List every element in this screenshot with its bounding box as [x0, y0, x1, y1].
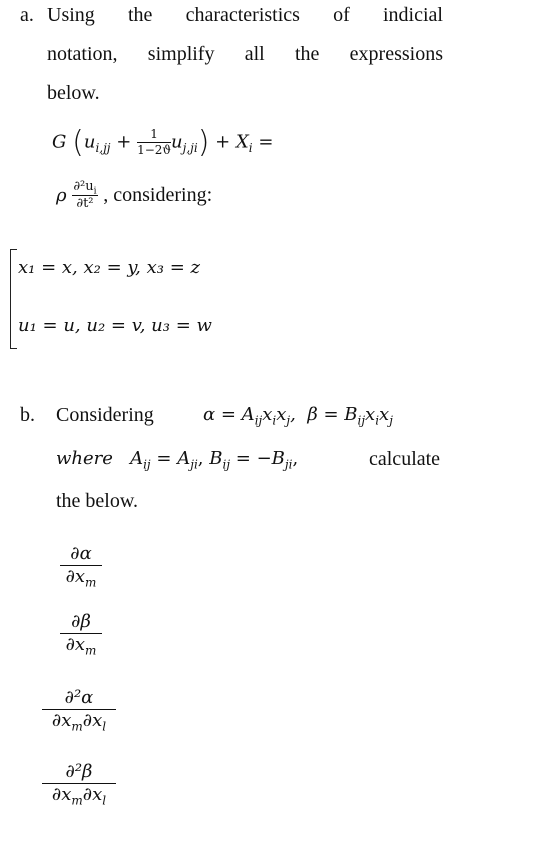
d1-den [60, 565, 102, 590]
d4-den-sub2: l [102, 793, 107, 808]
d2-num: ∂β [60, 612, 102, 634]
frac-num: 1 [137, 128, 171, 143]
rho: ρ [56, 184, 67, 206]
derivative-1 [60, 543, 102, 590]
second-derivative [72, 180, 97, 212]
considering-text: , considering: [103, 183, 213, 206]
d1-num: ∂α [60, 544, 102, 566]
close-paren: ) [197, 125, 210, 160]
alpha-def: α = A [203, 404, 255, 425]
eq-X: X [235, 131, 249, 153]
eq-u: u [83, 131, 96, 153]
cond-eq2: = − [235, 448, 272, 469]
part-b-label: b. [20, 404, 35, 426]
d3-den [42, 709, 116, 734]
eq-plus2: + [215, 131, 231, 153]
d3-den-sub2: l [102, 719, 107, 734]
alpha-sub: ij [254, 413, 263, 428]
system-line-1: x₁ = x, x₂ = y, x₃ = z [18, 257, 200, 278]
d2-den-text: ∂x [65, 633, 86, 655]
x-sub-i: i [272, 413, 277, 428]
alpha-x: x [262, 404, 273, 425]
frac-d2 [60, 611, 102, 658]
word: all [244, 43, 265, 65]
dd-num-sub: i [93, 186, 97, 197]
frac-d3 [42, 687, 116, 734]
derivative-4 [42, 761, 116, 808]
d4-den-mid: ∂x [82, 783, 103, 805]
word: the [127, 4, 153, 26]
cond-A: A [130, 448, 144, 469]
dd-num-text: ∂²u [73, 179, 94, 194]
cond-B2: B [271, 448, 285, 469]
d2-den [60, 633, 102, 658]
word: notation, [47, 43, 118, 65]
cond-A2: A [177, 448, 191, 469]
cond-sub2: ji [190, 457, 198, 472]
d4-den-sub1: m [71, 793, 83, 808]
equation-rhs [56, 180, 212, 212]
word: expressions [349, 43, 443, 65]
eq-fraction [137, 128, 171, 157]
eq-plus: + [116, 131, 132, 153]
derivative-3 [42, 687, 116, 734]
word: of [333, 4, 350, 26]
d4-den [42, 783, 116, 808]
word: indicial [382, 4, 443, 26]
beta-def: β = B [307, 404, 358, 425]
cond-sub: ij [143, 457, 151, 472]
alpha-beta-definition: $\alpha = A_{ij}x_ix_j$, $\beta = B_{ij}x_ix_j$ [203, 404, 393, 428]
cond-sub3: ij [222, 457, 231, 472]
the-below: the below. [56, 490, 139, 512]
where-word: where [56, 448, 113, 469]
word: simplify [147, 43, 215, 65]
part-a-line-3: below. [47, 82, 100, 104]
cond-B: B [209, 448, 223, 469]
x-sub-j: j [286, 413, 291, 428]
eq-sub: i,jj [95, 141, 111, 156]
beta-x: x [365, 404, 376, 425]
d4-num: ∂²β [42, 762, 116, 784]
eq-u2: u [171, 131, 183, 153]
beta-sub: ij [357, 413, 366, 428]
beta-x-sub-j: j [389, 413, 393, 428]
word: Using [47, 4, 95, 26]
cond-comma2: , [292, 448, 299, 469]
system-bracket [10, 249, 17, 349]
d2-den-sub: m [85, 643, 97, 658]
dd-num [72, 180, 97, 196]
beta-x-sub-i: i [375, 413, 380, 428]
considering-word: Considering [56, 404, 154, 426]
d3-num: ∂²α [42, 688, 116, 710]
part-a-line-1 [47, 4, 443, 27]
d3-den-mid: ∂x [82, 709, 103, 731]
eq-equals: = [258, 131, 274, 153]
cond-eq: = [156, 448, 172, 469]
where-line [56, 448, 299, 472]
system-line-2: u₁ = u, u₂ = v, u₃ = w [18, 315, 212, 336]
equation-navier [52, 125, 273, 160]
open-paren: ( [72, 125, 84, 160]
beta-x2: x [379, 404, 390, 425]
dd-den: ∂t² [76, 196, 94, 212]
alpha-x2: x [276, 404, 287, 425]
d1-den-text: ∂x [65, 565, 86, 587]
d3-den-sub1: m [71, 719, 83, 734]
frac-den: 1−2ϑ [137, 143, 171, 157]
eq-sub2: j,ji [182, 141, 198, 156]
word: characteristics [185, 4, 300, 26]
d3-den-text: ∂x [51, 709, 72, 731]
derivative-2 [60, 611, 102, 658]
calculate-word: calculate [369, 448, 441, 470]
frac-d4 [42, 761, 116, 808]
frac-d1 [60, 543, 102, 590]
d1-den-sub: m [85, 575, 97, 590]
cond-sub4: ji [284, 457, 293, 472]
eq-G: G [52, 131, 67, 153]
cond-comma: , [197, 448, 204, 469]
eq-X-sub: i [248, 141, 253, 156]
part-a-line-2 [47, 43, 443, 66]
part-a-label: a. [20, 4, 34, 26]
word: the [294, 43, 320, 65]
d4-den-text: ∂x [51, 783, 72, 805]
